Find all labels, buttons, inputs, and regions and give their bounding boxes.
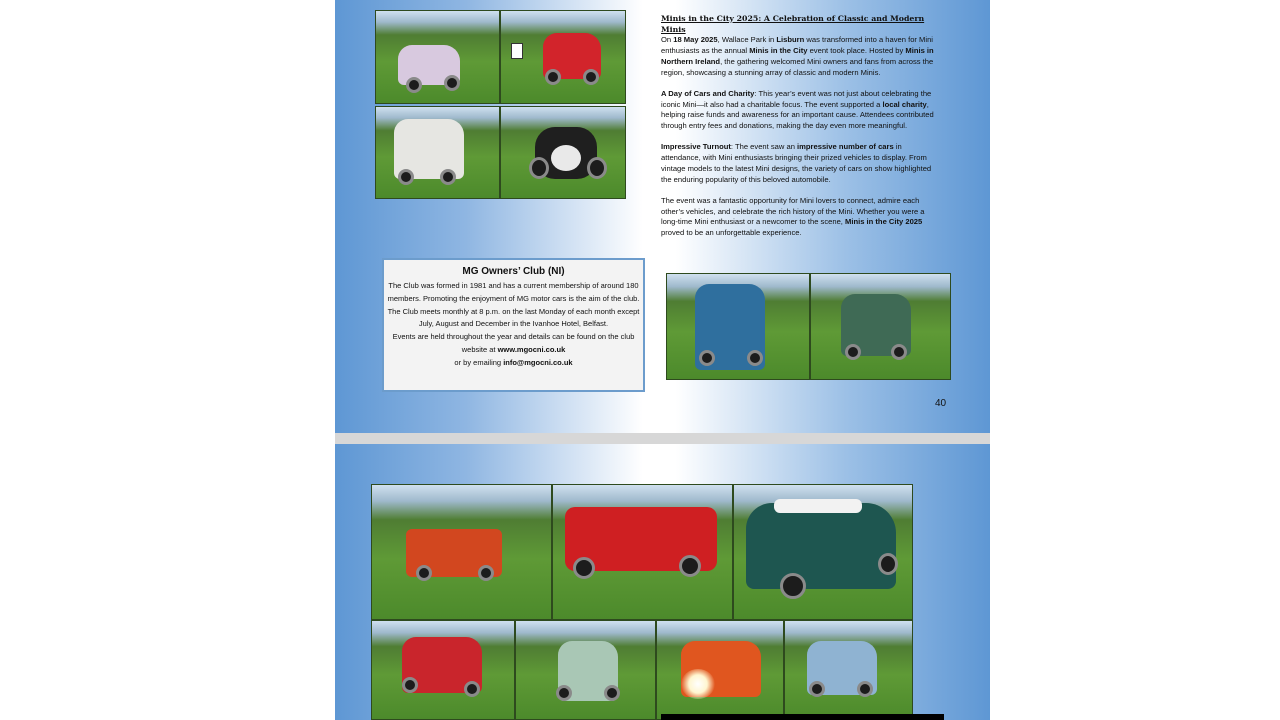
photo-green-mini: [810, 273, 951, 380]
text-bold: Impressive Turnout: [661, 142, 731, 152]
text-bold: Minis in the City: [749, 46, 808, 56]
text: : The event saw an: [730, 142, 798, 152]
photo-lilac-mini: [375, 10, 500, 104]
wheel: [780, 573, 806, 599]
black-bar: [661, 714, 944, 720]
wheel: [444, 75, 460, 91]
page-separator: [335, 433, 990, 444]
mg-website-link[interactable]: www.mgocni.co.uk: [497, 344, 566, 354]
article-paragraph-charity: [661, 89, 937, 132]
wheel: [699, 350, 715, 366]
text: On: [661, 35, 674, 45]
wheel: [604, 685, 620, 701]
wheel: [809, 681, 825, 697]
wheel: [747, 350, 763, 366]
text-bold: Lisburn: [776, 35, 805, 45]
text-bold: local charity: [882, 99, 927, 109]
text: proved to be an unforgettable experience.: [661, 228, 802, 238]
wheel: [402, 677, 418, 693]
wheel: [398, 169, 414, 185]
mg-box-title: MG Owners’ Club (NI): [462, 266, 565, 277]
article-paragraph-intro: [661, 35, 937, 78]
wheel: [679, 555, 701, 577]
wheel: [573, 557, 595, 579]
photo-mint-mini: [515, 620, 656, 720]
mg-box-line4: [384, 357, 643, 370]
photo-orange-estate: [371, 484, 552, 620]
text: was transformed into a haven for Mini enthusiasts as the annual: [661, 35, 933, 56]
text: , the gathering welcomed Mini owners and fans from across the region, showcasing a stunning array of classic and modern Minis.: [661, 56, 934, 77]
wheel: [416, 565, 432, 581]
wheel: [464, 681, 480, 697]
wheel: [857, 681, 873, 697]
mg-email-link[interactable]: info@mgocni.co.uk: [503, 357, 573, 367]
sign-post: [511, 43, 523, 59]
text-bold: impressive number of cars: [797, 142, 894, 152]
car-bonnet: [551, 145, 581, 171]
wheel: [587, 157, 607, 179]
text: in attendance, with Mini enthusiasts bringing their prized vehicles to display. From vintage models to the latest Mini designs, the variety of cars on show highlighted the enduring popularity of this beloved automobile.: [661, 142, 932, 184]
wheel: [406, 77, 422, 93]
text: The event was a fantastic opportunity for Mini lovers to connect, admire each other’s vehicles, and celebrate the rich history of the Mini. Whether you were a long-time Mini enthusiast or a newcomer to the scene,: [661, 195, 925, 227]
text: , Wallace Park in: [717, 35, 777, 45]
photo-red-mini: [500, 10, 626, 104]
photo-red-mini-side: [552, 484, 733, 620]
page-number: 40: [935, 398, 947, 409]
article-minis-in-the-city: [661, 14, 937, 249]
text: , helping raise funds and awareness for an important cause. Attendees contributed through entry fees and donations, making the day even more meaningful.: [661, 99, 934, 131]
photo-kit-car: [500, 106, 626, 199]
wheel: [545, 69, 561, 85]
article-paragraph-turnout: [661, 142, 937, 185]
wheel: [478, 565, 494, 581]
mg-box-line2: The Club meets monthly at 8 p.m. on the last Monday of each month except July, August and December in the Ivanhoe Hotel, Belfast.: [387, 306, 640, 329]
sun-glare: [681, 669, 715, 699]
text: : This year’s event was not just about celebrating the iconic Mini—it also had a charitable focus. The event supported a: [661, 88, 932, 109]
wheel: [891, 344, 907, 360]
mg-owners-club-box: [382, 258, 645, 392]
magazine-page-40: [335, 0, 990, 433]
photo-red-white-mini: [371, 620, 515, 720]
photo-blue-mini: [666, 273, 810, 380]
mg-box-line3: [384, 331, 643, 357]
text: event took place. Hosted by: [807, 46, 906, 56]
wheel: [878, 553, 898, 575]
wheel: [529, 157, 549, 179]
photo-pale-blue-mini: [784, 620, 913, 720]
car-shape: [746, 503, 896, 589]
mg-box-line1: The Club was formed in 1981 and has a current membership of around 180 members. Promoting the enjoyment of MG motor cars is the aim of the club.: [387, 281, 640, 303]
text-bold: A Day of Cars and Charity: [661, 88, 755, 98]
text: or by emailing: [454, 357, 504, 367]
article-paragraph-conclusion: [661, 196, 937, 239]
car-roof: [774, 499, 862, 513]
text-bold: Minis in Northern Ireland: [661, 46, 934, 66]
wheel: [556, 685, 572, 701]
photo-white-mini: [375, 106, 500, 199]
photo-orange-mini-sun: [656, 620, 784, 720]
wheel: [845, 344, 861, 360]
wheel: [583, 69, 599, 85]
text-bold: Minis in the City 2025: [845, 217, 923, 227]
text-bold: 18 May 2025: [673, 35, 718, 45]
photo-teal-mini: [733, 484, 913, 620]
magazine-page-41: [335, 444, 990, 720]
text: Events are held throughout the year and details can be found on the club website at: [392, 332, 635, 354]
article-title: Minis in the City 2025: A Celebration of Classic and Modern Minis: [661, 14, 925, 34]
wheel: [440, 169, 456, 185]
